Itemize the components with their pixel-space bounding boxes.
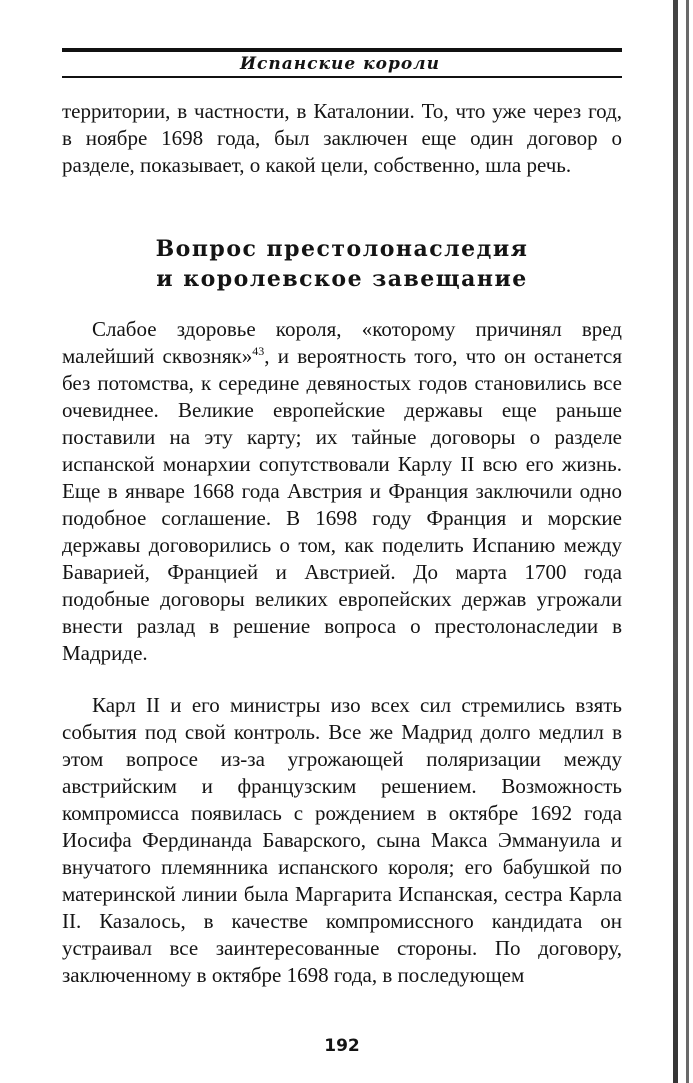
section-heading-line2: и королевское завещание [156, 266, 528, 292]
continued-paragraph: территории, в частности, в Каталонии. То, что уже через год, в ноябре 1698 года, был заключен еще один договор о разделе, показывает, о какой цели, собственно, шла речь. [62, 99, 622, 177]
paragraph-2: Карл II и его министры изо всех сил стремились взять события под свой контроль. Все же Мадрид долго медлил в этом вопросе из-за угрожающей поляризации между австрийским и французским решением. Возможность компромисса появилась с рождением в октябре 1692 года Иосифа Фердинанда Баварского, сына Макса Эммануила и внучатого племянника испанского короля; его бабушкой по материнской линии была Маргарита Испанская, сестра Карла II. Казалось, в качестве компромиссного кандидата он устраивал все заинтересованные стороны. По договору, заключенному в октябре 1698 года, в последующем [62, 693, 622, 987]
footnote-reference[interactable]: 43 [252, 344, 265, 358]
page-number: 192 [324, 1036, 360, 1056]
book-spine-shadow [673, 0, 678, 1083]
running-header [62, 52, 622, 76]
section-heading [62, 234, 622, 294]
running-header-text: Испанские короли [239, 54, 440, 74]
paragraph-1-part-a: Слабое здоровье короля, «которому причинял вред малейший сквозняк» [62, 317, 622, 368]
section-heading-line1: Вопрос престолонаследия [155, 236, 529, 262]
paragraph-1-part-b: , и вероятность того, что он останется без потомства, к середине девяностых годов становились все очевиднее. Великие европейские державы еще раньше поставили на эту карту; их тайные договоры о разделе испанской монархии сопутствовали Карлу II всю его жизнь. Еще в январе 1668 года Австрия и Франция заключили одно подобное соглашение. В 1698 году Франция и морские державы договорились о том, как поделить Испанию между Баварией, Францией и Австрией. До марта 1700 года подобные договоры великих европейских держав угрожали внести разлад в решение вопроса о престолонаследии в Мадриде. [62, 344, 623, 665]
book-edge-shadow [686, 0, 689, 1083]
paragraph-1 [62, 316, 622, 667]
header-rule-bottom [62, 76, 622, 78]
